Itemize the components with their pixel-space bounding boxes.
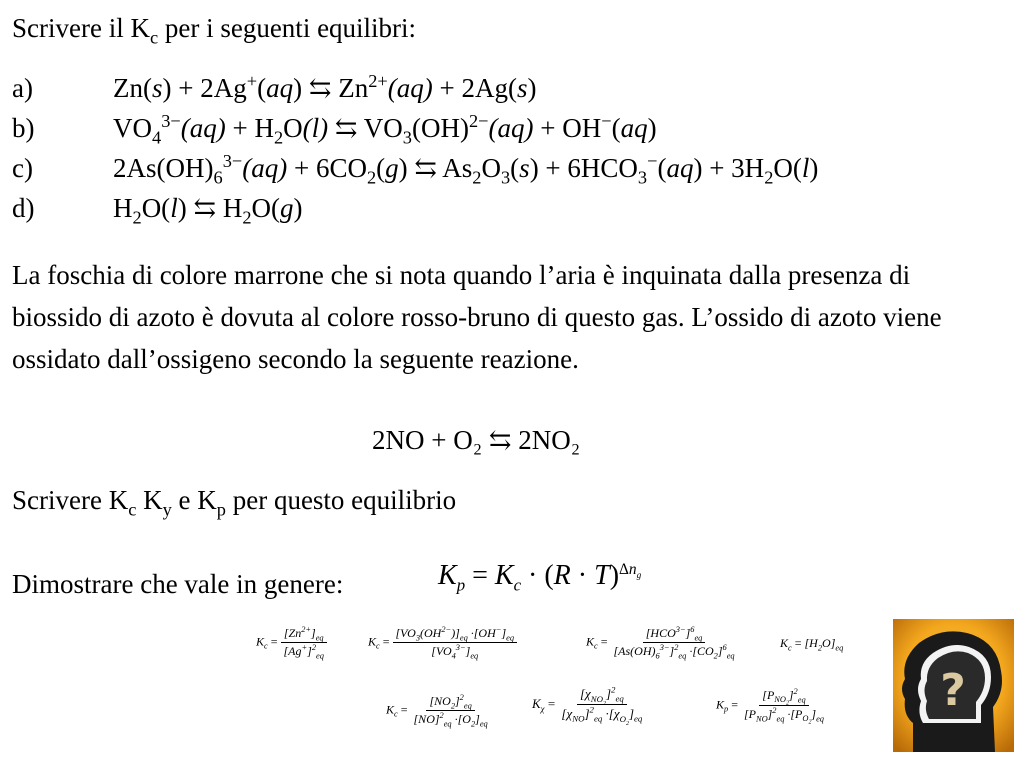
instruction-text: Scrivere $K_c$ $K_y$ e $K_p$ per questo equilibrio [12,485,457,520]
kp-expression-no2: $K_p$ = $\frac{[P_{NO_2}]^2_{eq}}{[P_{NO}]^2_{eq} \cdot[P_{O_2}]_{eq}}$ [716,687,824,727]
equation-b: $VO_4^{3-}(aq) + H_2O(l)$ ⇆ $VO_3(OH)^{2-}(aq) + OH^-(aq)$ [113,111,657,148]
list-item: a) Zn(s) + 2Ag+(aq) ⇆ $Zn^{2+}(aq) + 2Ag(s)$ [12,71,537,103]
kchi-expression-no2: $K_\chi$ = $\frac{[\chi_{NO_2}]^2_{eq}}{[\chi_{NO}]^2_{eq} \cdot[\chi_{O_2}]_{eq}}$ [532,684,643,727]
equation-d: $H_2O(l)$ ⇆ $H_2O(g)$ [113,193,303,228]
list-item: b) $VO_4^{3-}(aq) + H_2O(l)$ ⇆ $VO_3(OH)^{2-}(aq) + OH^-(aq)$ [12,111,657,148]
no2-reaction: 2NO + O₂ ⇆ 2NO₂ [372,425,581,455]
kc-expression-c: $K_c$ = $\frac{[HCO^{3-}]^6_{eq}}{[As(OH)_6^{3-}]^2_{eq} \cdot[CO_2]^6_{eq}}$ [586,625,735,661]
kc-expression-a: $K_c$ = $\frac{[Zn^{2+}]_{eq}}{[Ag^+]^2_{eq}}$ [256,626,327,659]
body-paragraph: La foschia di colore marrone che si nota quando l’aria è inquinata dalla presenza di biossido di azoto è dovuta al colore rosso-bruno di questo gas. L’ossido di azoto viene ossidato dall’ossigeno secondo la seguente reazione. [12,260,942,374]
kp-kc-relation: $K_p = K_c \cdot (R \cdot T)^{\Delta n_g}$ [438,560,642,595]
kc-expression-d: $K_c = [H_2O]_{eq}$ [780,636,844,653]
list-item: d) $H_2O(l)$ ⇆ $H_2O(g)$ [12,193,303,228]
equation-a: Zn(s) + 2Ag+(aq) ⇆ $Zn^{2+}(aq) + 2Ag(s)$ [113,71,537,103]
question-head-icon[interactable] [893,619,1014,752]
kc-expression-b: $K_c$ = $\frac{[VO_3(OH^{2-})]_{eq} \cdot[OH^-]_{eq}}{[VO_4^{3-}]_{eq}}$ [368,626,517,659]
svg-text:?: ? [940,665,966,716]
prove-label: Dimostrare che vale in genere: [12,569,344,599]
kc-expression-no2: $K_c$ = $\frac{[NO_2]^2_{eq}}{[NO]^2_{eq} \cdot[O_2]_{eq}}$ [386,693,488,729]
equation-c: $2As(OH)_6^{3-}(aq) + 6CO_2(g)$ ⇆ $As_2O_3(s) + 6HCO_3^-(aq) + 3H_2O(l)$ [113,151,819,188]
list-item: c) $2As(OH)_6^{3-}(aq) + 6CO_2(g)$ ⇆ $As_2O_3(s) + 6HCO_3^-(aq) + 3H_2O(l)$ [12,151,819,188]
page-title: Scrivere il $K_c$ per i seguenti equilibri: [12,13,417,48]
